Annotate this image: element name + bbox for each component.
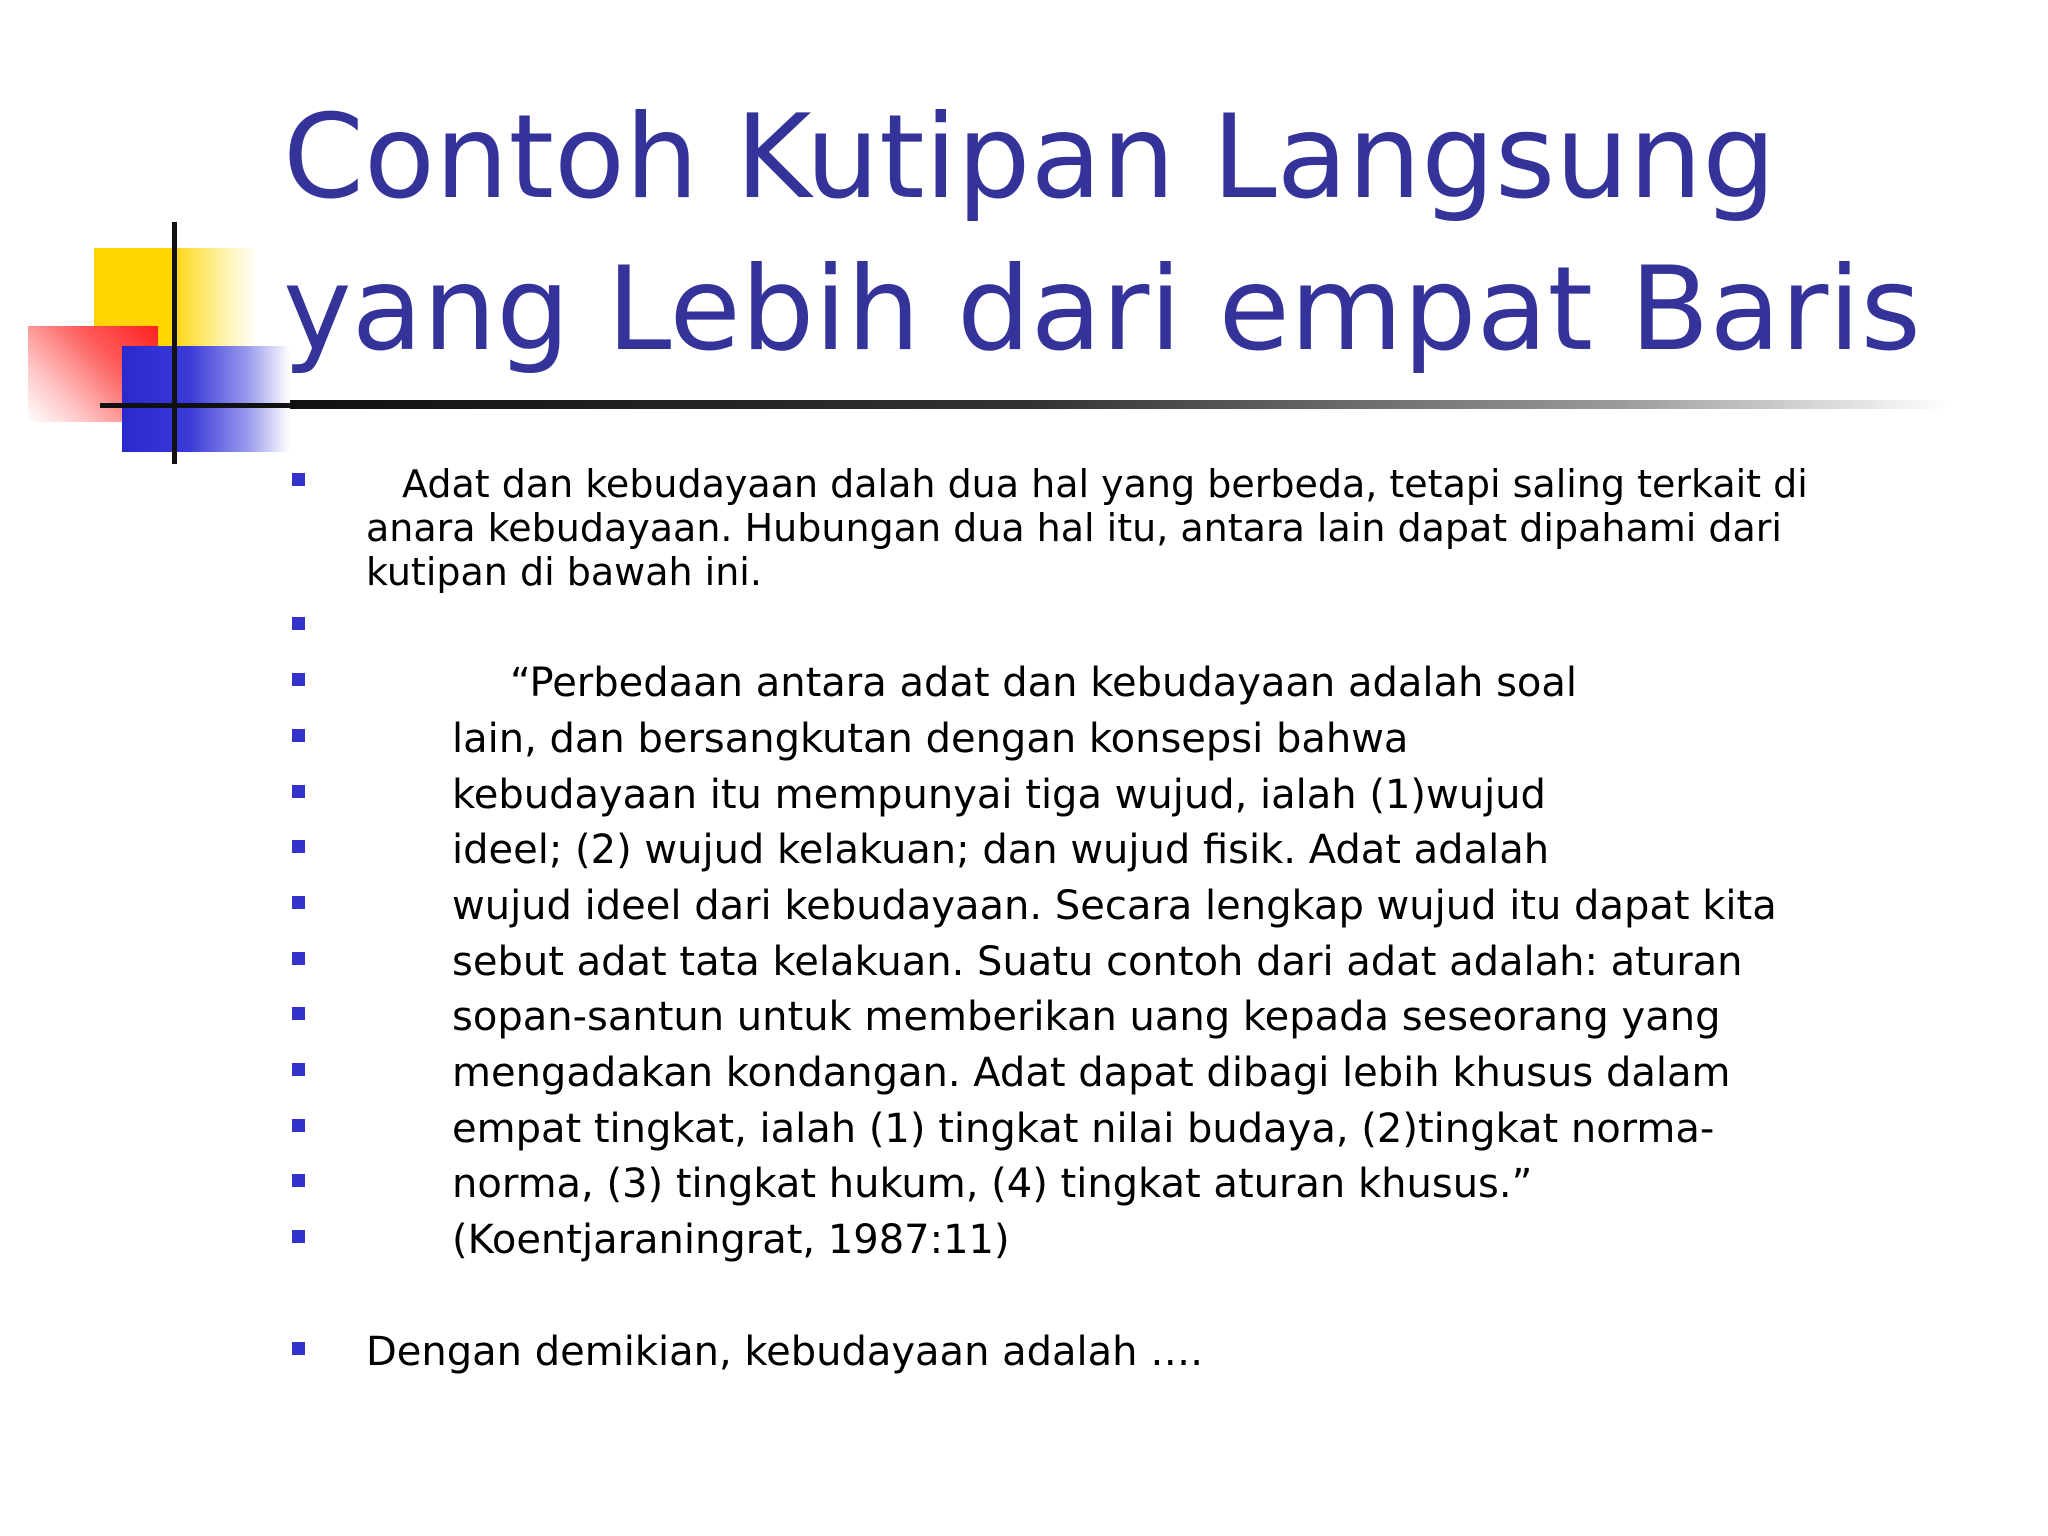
bullet-icon (292, 896, 305, 909)
quote-line: sebut adat tata kelakuan. Suatu contoh dari adat adalah: aturan (452, 939, 1743, 985)
title-line-2: yang Lebih dari empat Baris (283, 242, 1921, 377)
intro-line-2: anara kebudayaan. Hubungan dua hal itu, antara lain dapat dipahami dari (366, 506, 1782, 550)
title-line-1: Contoh Kutipan Langsung (283, 90, 1776, 225)
quote-line: ideel; (2) wujud kelakuan; dan wujud fisik. Adat adalah (452, 827, 1550, 873)
bullet-icon (292, 1174, 305, 1187)
quote-line: norma, (3) tingkat hukum, (4) tingkat aturan khusus.” (452, 1161, 1533, 1207)
intro-line-3: kutipan di bawah ini. (366, 550, 762, 594)
bullet-icon (292, 473, 305, 486)
quote-line: kebudayaan itu mempunyai tiga wujud, ialah (1)wujud (452, 772, 1546, 818)
bullet-icon (292, 617, 305, 630)
bullet-icon (292, 1342, 305, 1355)
quote-line: lain, dan bersangkutan dengan konsepsi bahwa (452, 716, 1409, 762)
bullet-icon (292, 1007, 305, 1020)
bullet-icon (292, 840, 305, 853)
bullet-icon (292, 1230, 305, 1243)
quote-line: empat tingkat, ialah (1) tingkat nilai budaya, (2)tingkat norma- (452, 1106, 1715, 1152)
bullet-icon (292, 1119, 305, 1132)
quote-citation: (Koentjaraningrat, 1987:11) (452, 1217, 1010, 1263)
bullet-icon (292, 673, 305, 686)
bullet-icon (292, 952, 305, 965)
bullet-icon (292, 785, 305, 798)
bullet-icon (292, 1063, 305, 1076)
quote-line: “Perbedaan antara adat dan kebudayaan adalah soal (510, 660, 1578, 706)
quote-line: mengadakan kondangan. Adat dapat dibagi lebih khusus dalam (452, 1050, 1731, 1096)
bullet-icon (292, 729, 305, 742)
quote-line: sopan-santun untuk memberikan uang kepada seseorang yang (452, 994, 1721, 1040)
intro-line-1: Adat dan kebudayaan dalah dua hal yang berbeda, tetapi saling terkait di (402, 462, 1808, 506)
quote-line: wujud ideel dari kebudayaan. Secara lengkap wujud itu dapat kita (452, 883, 1777, 929)
intro-paragraph (366, 462, 2006, 594)
conclusion-text: Dengan demikian, kebudayaan adalah …. (366, 1329, 1203, 1375)
